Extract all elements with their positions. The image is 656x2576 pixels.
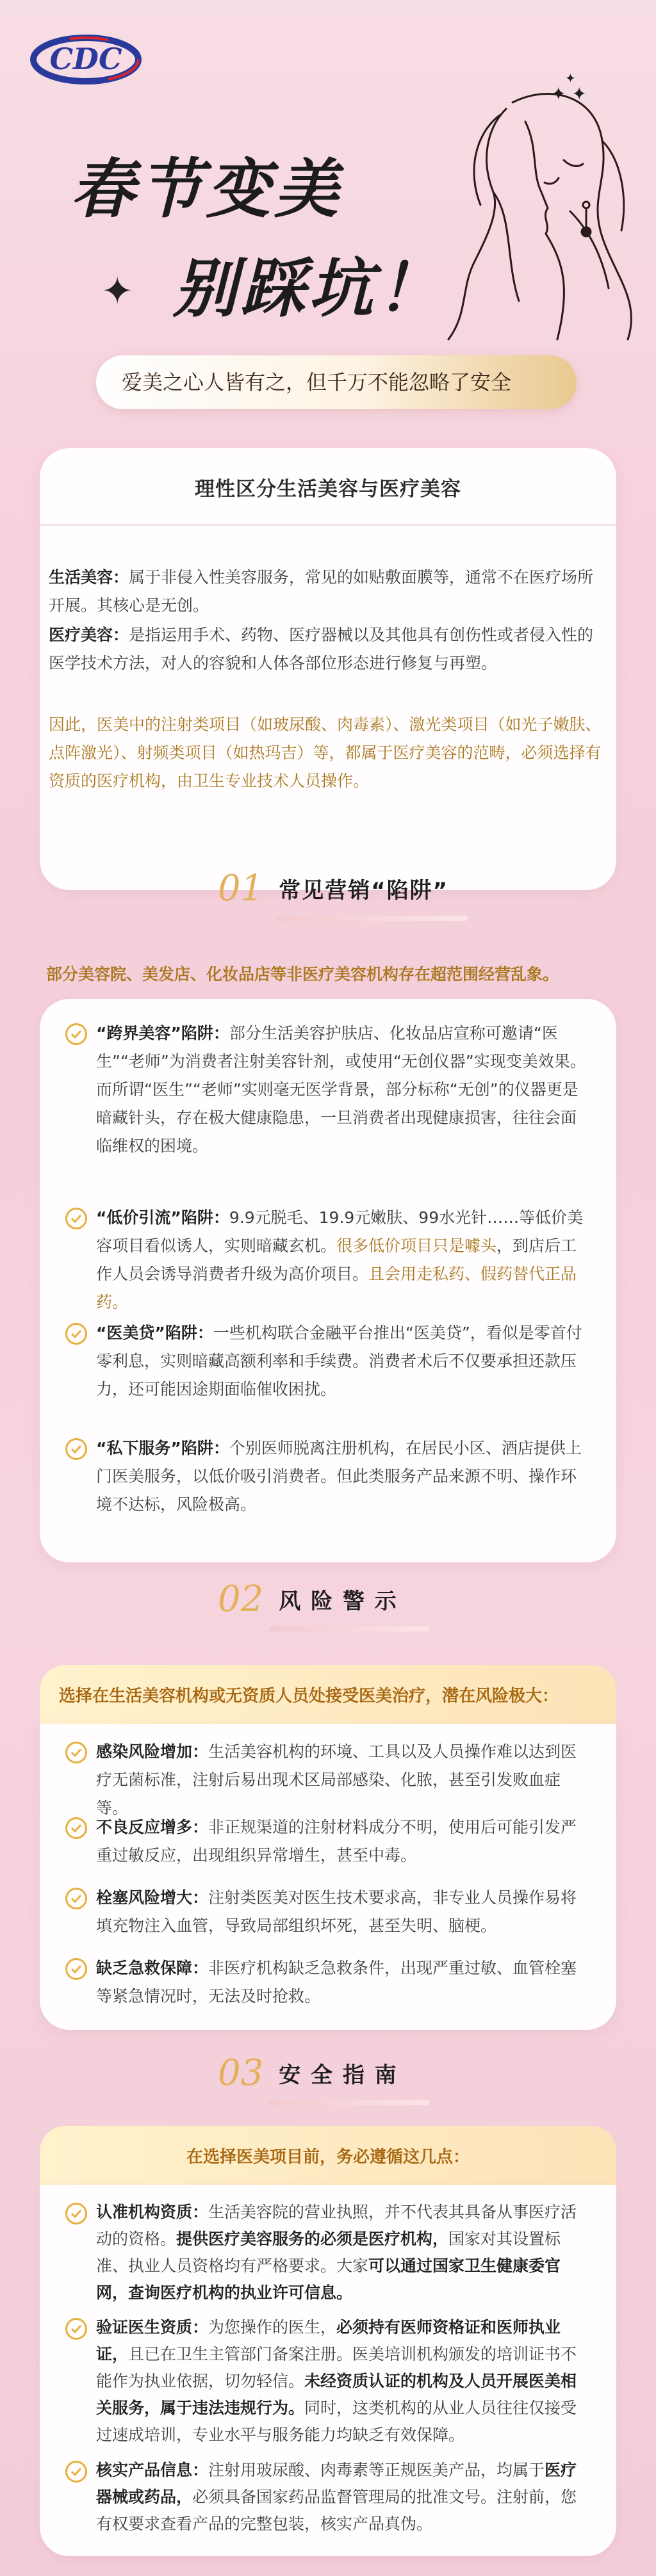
cdc-logo — [28, 24, 144, 88]
trap-item-1: “跨界美容”陷阱：部分生活美容护肤店、化妆品店宣称可邀请“医生”“老师”为消费者注射美容针剂，或使用“无创仪器”实现变美效果。而所谓“医生”“老师”实则毫无医学背景，部分标称“无创”的仪器更是暗藏针头，存在极大健康隐患，一旦消费者出现健康损害，往往会面临维权的困境。 — [65, 1019, 591, 1160]
section3-underline — [269, 2100, 429, 2105]
hero-title-line2: 别踩坑！ — [173, 250, 445, 326]
check-icon — [65, 1742, 87, 1763]
risk-item-4: 缺乏急救保障：非医疗机构缺乏急救条件，出现严重过敏、血管栓塞等紧急情况时，无法及时抢救。 — [65, 1954, 591, 2011]
check-icon — [65, 1023, 87, 1045]
sparkle-icon: ✦ — [565, 70, 576, 86]
check-icon — [65, 2461, 87, 2483]
section2-title — [218, 1578, 398, 1620]
hero-title-line1: 春节变美 — [70, 151, 342, 227]
trap-item-2: “低价引流”陷阱：9.9元脱毛、19.9元嫩肤、99水光针……等低价美容项目看似诱人，实则暗藏玄机。很多低价项目只是噱头，到店后工作人员会诱导消费者升级为高价项目。且会用走私药、假药替代正品药。 — [65, 1204, 591, 1316]
section2-underline — [269, 1626, 429, 1632]
section1-lead: 部分美容院、美发店、化妆品店等非医疗美容机构存在超范围经营乱象。 — [46, 965, 559, 984]
trap-item-3: “医美贷”陷阱：一些机构联合金融平台推出“医美贷”，看似是零首付零利息，实则暗藏高额利率和手续费。消费者术后不仅要承担还款压力，还可能因途期面临催收困扰。 — [65, 1319, 591, 1404]
section2-number: 02 — [218, 1578, 264, 1620]
section1-card — [40, 999, 616, 1562]
risk-item-2: 不良反应增多：非正规渠道的注射材料成分不明，使用后可能引发严重过敏反应，出现组织异常增生，甚至中毒。 — [65, 1813, 591, 1870]
section1-underline — [275, 916, 468, 921]
check-icon — [65, 1888, 87, 1909]
section3-title — [218, 2052, 398, 2094]
sparkle-icon: ✦ — [101, 269, 134, 314]
woman-illustration — [410, 70, 653, 352]
guide-item-1: 认准机构资质：生活美容院的营业执照，并不代表其具备从事医疗活动的资格。提供医疗美容服务的必须是医疗机构，国家对其设置标准、执业人员资格均有严格要求。大家可以通过国家卫生健康委官网，查询医疗机构的执业许可信息。 — [65, 2199, 591, 2306]
intro-card — [40, 448, 616, 890]
check-icon — [65, 1817, 87, 1839]
section3-card — [40, 2185, 616, 2556]
intro-paragraph-1: 生活美容：属于非侵入性美容服务，常见的如贴敷面膜等，通常不在医疗场所开展。其核心是无创。 — [49, 568, 594, 615]
guide-item-2: 验证医生资质：为您操作的医生，必须持有医师资格证和医师执业证，且已在卫生主管部门备案注册。医美培训机构颁发的培训证书不能作为执业依据，切勿轻信。未经资质认证的机构及人员开展医美相关服务，属于违法违规行为。同时，这类机构的从业人员往往仅接受过速成培训，专业水平与服务能力均缺乏有效保障。 — [65, 2314, 591, 2449]
intro-paragraph-3: 因此，医美中的注射类项目（如玻尿酸、肉毒素）、激光类项目（如光子嫩肤、点阵激光）、射频类项目（如热玛吉）等，都属于医疗美容的范畴，必须选择有资质的医疗机构，由卫生专业技术人员操作。 — [49, 715, 602, 790]
risk-item-3: 栓塞风险增大：注射类医美对医生技术要求高，非专业人员操作易将填充物注入血管，导致局部组织坏死，甚至失明、脑梗。 — [65, 1884, 591, 1940]
check-icon — [65, 1323, 87, 1345]
sparkle-icon: ✦ ✦ — [551, 83, 587, 104]
section2-banner: 选择在生活美容机构或无资质人员处接受医美治疗，潜在风险极大： — [40, 1665, 616, 1724]
section2-card — [40, 1724, 616, 2030]
check-icon — [65, 1438, 87, 1460]
intro-paragraph-2: 医疗美容：是指运用手术、药物、医疗器械以及其他具有创伤性或者侵入性的医学技术方法，对人的容貌和人体各部位形态进行修复与再塑。 — [49, 626, 594, 672]
risk-item-1: 感染风险增加：生活美容机构的环境、工具以及人员操作难以达到医疗无菌标准，注射后易出现术区局部感染、化脓，甚至引发败血症等。 — [65, 1738, 591, 1822]
check-icon — [65, 2203, 87, 2224]
section3-banner: 在选择医美项目前，务必遵循这几点： — [40, 2126, 616, 2185]
hero-tagline: 爱美之心人皆有之，但千万不能忽略了安全 — [96, 355, 577, 409]
trap-item-4: “私下服务”陷阱：个别医师脱离注册机构，在居民小区、酒店提供上门医美服务，以低价吸引消费者。但此类服务产品来源不明、操作环境不达标，风险极高。 — [65, 1434, 591, 1519]
check-icon — [65, 2318, 87, 2340]
guide-item-3: 核实产品信息：注射用玻尿酸、肉毒素等正规医美产品，均属于医疗器械或药品，必须具备国家药品监督管理局的批准文号。注射前，您有权要求查看产品的完整包装，核实产品真伪。 — [65, 2457, 591, 2538]
check-icon — [65, 1208, 87, 1229]
intro-title: 理性区分生活美容与医疗美容 — [195, 477, 461, 501]
section1-title — [218, 868, 448, 909]
section2-label: 风 险 警 示 — [279, 1589, 398, 1614]
section1-label: 常见营销“陷阱” — [279, 878, 448, 903]
check-icon — [65, 1958, 87, 1980]
logo-text: CDC — [49, 42, 122, 76]
divider — [40, 524, 616, 526]
section3-label: 安 全 指 南 — [279, 2062, 398, 2088]
section3-number: 03 — [218, 2052, 264, 2094]
section1-number: 01 — [218, 868, 264, 909]
